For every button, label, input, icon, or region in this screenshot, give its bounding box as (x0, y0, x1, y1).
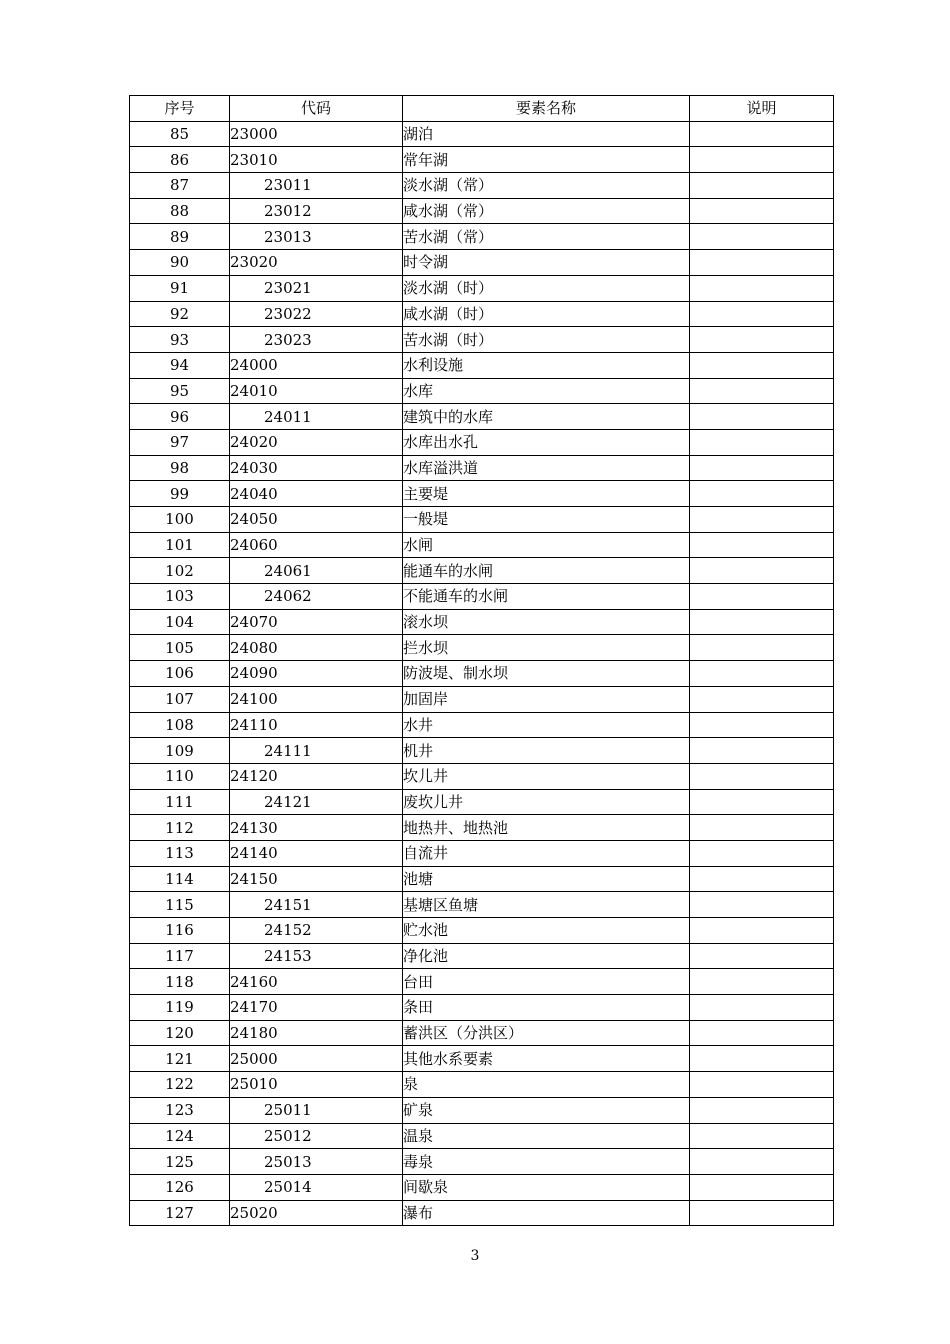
feature-name-cell: 贮水池 (403, 918, 690, 944)
code-cell: 24121 (230, 789, 403, 815)
table-row (130, 173, 834, 199)
feature-name-cell: 瀑布 (403, 1200, 690, 1226)
feature-name-cell: 间歇泉 (403, 1174, 690, 1200)
feature-name-cell: 能通车的水闸 (403, 558, 690, 584)
table-row (130, 661, 834, 687)
feature-name-cell: 水利设施 (403, 352, 690, 378)
table-row (130, 532, 834, 558)
feature-name-cell: 常年湖 (403, 147, 690, 173)
table-row (130, 301, 834, 327)
table-row (130, 1046, 834, 1072)
code-cell: 24111 (230, 738, 403, 764)
table-row (130, 995, 834, 1021)
code-cell: 24152 (230, 918, 403, 944)
code-cell: 24000 (230, 352, 403, 378)
seq-cell: 120 (130, 1020, 230, 1046)
seq-cell: 114 (130, 866, 230, 892)
note-cell (690, 661, 834, 687)
note-cell (690, 455, 834, 481)
code-cell: 24090 (230, 661, 403, 687)
code-cell: 25014 (230, 1174, 403, 1200)
feature-name-cell: 咸水湖（时） (403, 301, 690, 327)
code-cell: 25013 (230, 1149, 403, 1175)
table-row (130, 1020, 834, 1046)
note-cell (690, 584, 834, 610)
table-row (130, 712, 834, 738)
table-row (130, 224, 834, 250)
feature-name-cell: 湖泊 (403, 121, 690, 147)
seq-cell: 98 (130, 455, 230, 481)
code-cell: 25011 (230, 1097, 403, 1123)
code-cell: 23020 (230, 250, 403, 276)
feature-name-cell: 一般堤 (403, 507, 690, 533)
table-row (130, 378, 834, 404)
code-cell: 23011 (230, 173, 403, 199)
note-cell (690, 404, 834, 430)
note-cell (690, 712, 834, 738)
seq-cell: 93 (130, 327, 230, 353)
feature-name-cell: 水井 (403, 712, 690, 738)
table-row (130, 1072, 834, 1098)
code-cell: 24040 (230, 481, 403, 507)
feature-name-cell: 池塘 (403, 866, 690, 892)
code-cell: 24140 (230, 840, 403, 866)
feature-name-cell: 基塘区鱼塘 (403, 892, 690, 918)
note-cell (690, 327, 834, 353)
feature-name-cell: 主要堤 (403, 481, 690, 507)
note-cell (690, 763, 834, 789)
table-header-row (130, 96, 834, 122)
seq-cell: 123 (130, 1097, 230, 1123)
note-cell (690, 918, 834, 944)
seq-cell: 119 (130, 995, 230, 1021)
table-row (130, 918, 834, 944)
table-row (130, 815, 834, 841)
note-cell (690, 738, 834, 764)
feature-name-cell: 温泉 (403, 1123, 690, 1149)
table-row (130, 198, 834, 224)
table-row (130, 507, 834, 533)
note-cell (690, 892, 834, 918)
seq-cell: 87 (130, 173, 230, 199)
seq-cell: 100 (130, 507, 230, 533)
code-cell: 23021 (230, 275, 403, 301)
code-cell: 24030 (230, 455, 403, 481)
seq-cell: 125 (130, 1149, 230, 1175)
note-cell (690, 1046, 834, 1072)
table-row (130, 789, 834, 815)
feature-name-cell: 淡水湖（时） (403, 275, 690, 301)
seq-cell: 106 (130, 661, 230, 687)
feature-name-cell: 蓄洪区（分洪区） (403, 1020, 690, 1046)
page-number: 3 (470, 1248, 480, 1264)
feature-name-cell: 毒泉 (403, 1149, 690, 1175)
code-cell: 24020 (230, 429, 403, 455)
table-row (130, 327, 834, 353)
note-cell (690, 481, 834, 507)
header-code: 代码 (230, 96, 403, 122)
seq-cell: 101 (130, 532, 230, 558)
note-cell (690, 147, 834, 173)
note-cell (690, 198, 834, 224)
note-cell (690, 686, 834, 712)
seq-cell: 86 (130, 147, 230, 173)
note-cell (690, 1200, 834, 1226)
note-cell (690, 250, 834, 276)
feature-name-cell: 建筑中的水库 (403, 404, 690, 430)
table-row (130, 558, 834, 584)
seq-cell: 112 (130, 815, 230, 841)
seq-cell: 115 (130, 892, 230, 918)
note-cell (690, 943, 834, 969)
table-row (130, 635, 834, 661)
seq-cell: 121 (130, 1046, 230, 1072)
table-row (130, 352, 834, 378)
feature-name-cell: 水库溢洪道 (403, 455, 690, 481)
code-cell: 23000 (230, 121, 403, 147)
seq-cell: 88 (130, 198, 230, 224)
code-cell: 25000 (230, 1046, 403, 1072)
note-cell (690, 121, 834, 147)
feature-name-cell: 机井 (403, 738, 690, 764)
seq-cell: 104 (130, 609, 230, 635)
seq-cell: 97 (130, 429, 230, 455)
feature-name-cell: 地热井、地热池 (403, 815, 690, 841)
header-feature-name: 要素名称 (403, 96, 690, 122)
note-cell (690, 1072, 834, 1098)
seq-cell: 99 (130, 481, 230, 507)
note-cell (690, 1020, 834, 1046)
feature-name-cell: 滚水坝 (403, 609, 690, 635)
note-cell (690, 532, 834, 558)
code-cell: 24180 (230, 1020, 403, 1046)
code-cell: 23013 (230, 224, 403, 250)
header-seq: 序号 (130, 96, 230, 122)
code-cell: 25012 (230, 1123, 403, 1149)
seq-cell: 90 (130, 250, 230, 276)
seq-cell: 103 (130, 584, 230, 610)
seq-cell: 105 (130, 635, 230, 661)
code-cell: 24130 (230, 815, 403, 841)
table-row (130, 969, 834, 995)
seq-cell: 102 (130, 558, 230, 584)
note-cell (690, 558, 834, 584)
code-cell: 23010 (230, 147, 403, 173)
feature-name-cell: 水库出水孔 (403, 429, 690, 455)
feature-name-cell: 台田 (403, 969, 690, 995)
code-cell: 24153 (230, 943, 403, 969)
code-cell: 23022 (230, 301, 403, 327)
feature-name-cell: 泉 (403, 1072, 690, 1098)
code-cell: 23023 (230, 327, 403, 353)
seq-cell: 116 (130, 918, 230, 944)
code-cell: 24011 (230, 404, 403, 430)
feature-name-cell: 净化池 (403, 943, 690, 969)
note-cell (690, 378, 834, 404)
seq-cell: 122 (130, 1072, 230, 1098)
note-cell (690, 1174, 834, 1200)
code-cell: 24062 (230, 584, 403, 610)
note-cell (690, 1123, 834, 1149)
seq-cell: 92 (130, 301, 230, 327)
code-cell: 25020 (230, 1200, 403, 1226)
note-cell (690, 789, 834, 815)
table-row (130, 455, 834, 481)
table-row (130, 147, 834, 173)
code-cell: 24061 (230, 558, 403, 584)
seq-cell: 113 (130, 840, 230, 866)
table-row (130, 481, 834, 507)
note-cell (690, 173, 834, 199)
table-row (130, 840, 834, 866)
feature-name-cell: 坎儿井 (403, 763, 690, 789)
table-row (130, 892, 834, 918)
table-row (130, 121, 834, 147)
table-row (130, 1097, 834, 1123)
table-row (130, 275, 834, 301)
seq-cell: 118 (130, 969, 230, 995)
seq-cell: 108 (130, 712, 230, 738)
table-row (130, 250, 834, 276)
note-cell (690, 866, 834, 892)
seq-cell: 117 (130, 943, 230, 969)
feature-name-cell: 时令湖 (403, 250, 690, 276)
feature-name-cell: 拦水坝 (403, 635, 690, 661)
note-cell (690, 1149, 834, 1175)
seq-cell: 89 (130, 224, 230, 250)
table-row (130, 609, 834, 635)
note-cell (690, 840, 834, 866)
code-cell: 24151 (230, 892, 403, 918)
table-row (130, 686, 834, 712)
seq-cell: 91 (130, 275, 230, 301)
table-row (130, 943, 834, 969)
note-cell (690, 352, 834, 378)
seq-cell: 85 (130, 121, 230, 147)
table-row (130, 1149, 834, 1175)
feature-name-cell: 矿泉 (403, 1097, 690, 1123)
table-row (130, 1174, 834, 1200)
note-cell (690, 635, 834, 661)
seq-cell: 111 (130, 789, 230, 815)
note-cell (690, 224, 834, 250)
seq-cell: 127 (130, 1200, 230, 1226)
seq-cell: 94 (130, 352, 230, 378)
seq-cell: 107 (130, 686, 230, 712)
header-note: 说明 (690, 96, 834, 122)
table-row (130, 404, 834, 430)
table-row (130, 866, 834, 892)
code-cell: 24070 (230, 609, 403, 635)
code-cell: 24010 (230, 378, 403, 404)
feature-name-cell: 苦水湖（常） (403, 224, 690, 250)
feature-name-cell: 其他水系要素 (403, 1046, 690, 1072)
seq-cell: 96 (130, 404, 230, 430)
feature-name-cell: 自流井 (403, 840, 690, 866)
code-cell: 24050 (230, 507, 403, 533)
code-cell: 23012 (230, 198, 403, 224)
note-cell (690, 969, 834, 995)
table-row (130, 1123, 834, 1149)
feature-name-cell: 水库 (403, 378, 690, 404)
table-row (130, 763, 834, 789)
seq-cell: 109 (130, 738, 230, 764)
code-cell: 24120 (230, 763, 403, 789)
code-cell: 24170 (230, 995, 403, 1021)
note-cell (690, 609, 834, 635)
feature-name-cell: 淡水湖（常） (403, 173, 690, 199)
code-cell: 24060 (230, 532, 403, 558)
feature-name-cell: 防波堤、制水坝 (403, 661, 690, 687)
feature-name-cell: 不能通车的水闸 (403, 584, 690, 610)
feature-name-cell: 废坎儿井 (403, 789, 690, 815)
note-cell (690, 995, 834, 1021)
feature-name-cell: 加固岸 (403, 686, 690, 712)
note-cell (690, 429, 834, 455)
note-cell (690, 1097, 834, 1123)
code-cell: 24160 (230, 969, 403, 995)
seq-cell: 95 (130, 378, 230, 404)
code-cell: 24080 (230, 635, 403, 661)
note-cell (690, 507, 834, 533)
table-row (130, 738, 834, 764)
table-body (130, 121, 834, 1226)
feature-name-cell: 咸水湖（常） (403, 198, 690, 224)
feature-name-cell: 苦水湖（时） (403, 327, 690, 353)
seq-cell: 124 (130, 1123, 230, 1149)
note-cell (690, 275, 834, 301)
feature-name-cell: 水闸 (403, 532, 690, 558)
code-cell: 24150 (230, 866, 403, 892)
seq-cell: 110 (130, 763, 230, 789)
seq-cell: 126 (130, 1174, 230, 1200)
code-cell: 24100 (230, 686, 403, 712)
code-cell: 24110 (230, 712, 403, 738)
note-cell (690, 301, 834, 327)
feature-name-cell: 条田 (403, 995, 690, 1021)
table-row (130, 1200, 834, 1226)
table-row (130, 584, 834, 610)
feature-code-table (129, 95, 834, 1226)
table-row (130, 429, 834, 455)
code-cell: 25010 (230, 1072, 403, 1098)
note-cell (690, 815, 834, 841)
